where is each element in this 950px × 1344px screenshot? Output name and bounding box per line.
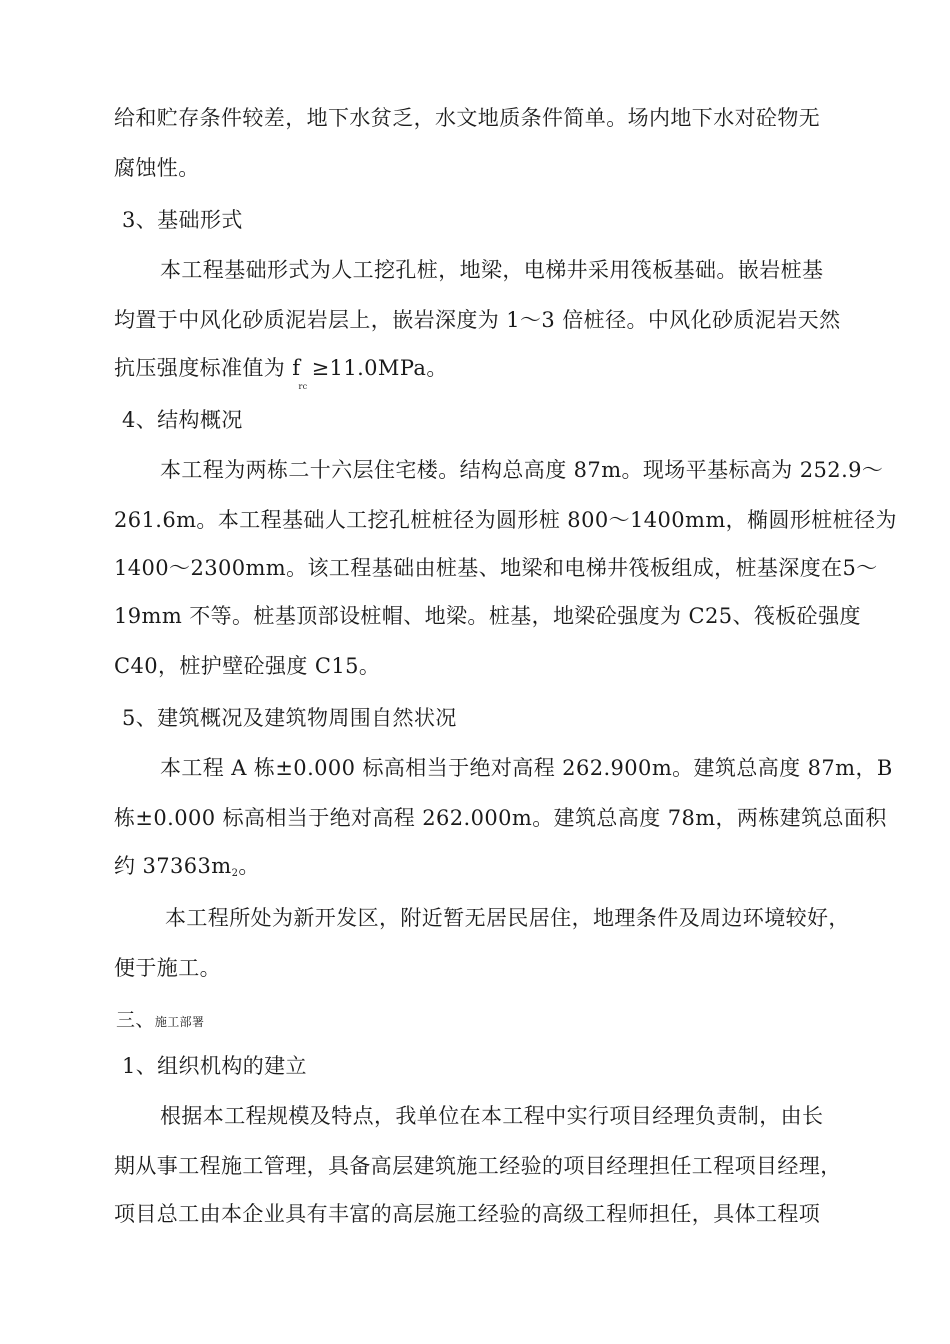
section-heading-5: 5、建筑概况及建筑物周围自然状况 (122, 706, 457, 730)
body-line: 19mm 不等。桩基顶部设桩帽、地梁。桩基，地梁砼强度为 C25、筏板砼强度 (114, 604, 861, 628)
body-line: 期从事工程施工管理，具备高层建筑施工经验的项目经理担任工程项目经理， (114, 1154, 842, 1178)
chapter-title: 施工部署 (154, 1015, 205, 1029)
body-line: 给和贮存条件较差，地下水贫乏，水文地质条件简单。场内地下水对砼物无 (114, 106, 821, 130)
section-heading-1: 1、组织机构的建立 (122, 1054, 307, 1078)
body-line-formula (114, 356, 448, 391)
chapter-number: 三、 (116, 1009, 155, 1031)
area-superscript: 2 (231, 868, 239, 879)
formula-subscript: rc (298, 382, 308, 391)
body-line: 便于施工。 (114, 956, 221, 980)
section-heading-4: 4、结构概况 (122, 408, 243, 432)
body-line: 均置于中风化砂质泥岩层上，嵌岩深度为 1～3 倍桩径。中风化砂质泥岩天然 (114, 308, 841, 332)
body-line: 项目总工由本企业具有丰富的高层施工经验的高级工程师担任，具体工程项 (114, 1202, 821, 1226)
body-line: 本工程为两栋二十六层住宅楼。结构总高度 87m。现场平基标高为 252.9～ (160, 458, 884, 482)
body-line: 栋±0.000 标高相当于绝对高程 262.000m。建筑总高度 78m，两栋建筑总面积 (114, 806, 887, 830)
formula-suffix: ≥11.0MPa。 (311, 356, 448, 380)
body-line: 本工程基础形式为人工挖孔桩，地梁，电梯井采用筏板基础。嵌岩桩基 (160, 258, 824, 282)
body-line: 261.6m。本工程基础人工挖孔桩桩径为圆形桩 800～1400mm，椭圆形桩桩径为 (114, 508, 897, 532)
body-line-area (114, 854, 260, 883)
body-line: C40，桩护壁砼强度 C15。 (114, 654, 381, 678)
area-suffix: 。 (238, 854, 260, 878)
chapter-heading-3 (116, 1008, 204, 1034)
area-prefix: 约 37363m (114, 854, 232, 878)
body-line: 本工程 A 栋±0.000 标高相当于绝对高程 262.900m。建筑总高度 87m，B (160, 756, 893, 780)
body-line: 1400～2300mm。该工程基础由桩基、地梁和电梯井筏板组成，桩基深度在5～ (114, 556, 878, 580)
body-line: 腐蚀性。 (114, 156, 200, 180)
section-heading-3: 3、基础形式 (122, 208, 243, 232)
formula-prefix: 抗压强度标准值为 f (114, 356, 301, 380)
body-line: 根据本工程规模及特点，我单位在本工程中实行项目经理负责制，由长 (160, 1104, 824, 1128)
body-line: 本工程所处为新开发区，附近暂无居民居住，地理条件及周边环境较好， (165, 906, 850, 930)
